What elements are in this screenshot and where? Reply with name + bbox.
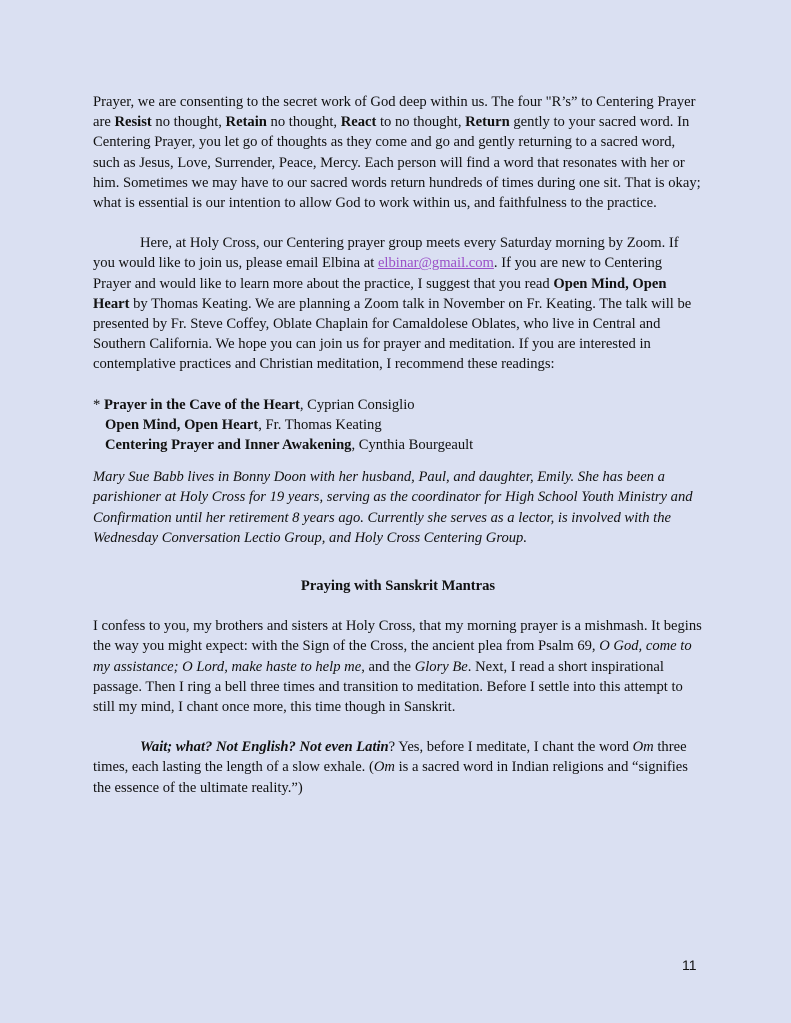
resist-term: Resist xyxy=(114,114,152,131)
retain-term: Retain xyxy=(225,114,267,131)
reading-item: Open Mind, Open Heart, Fr. Thomas Keating xyxy=(105,416,382,433)
sanskrit-paragraph-2: Wait; what? Not English? Not even Latin? Yes, before I meditate, I chant the word Om three times, each lasting the length of a slow exhale. (Om is a sacred word in Indian religions and “signifies the essence of the ultimate reality.”) xyxy=(93,739,688,796)
author-bio: Mary Sue Babb lives in Bonny Doon with her husband, Paul, and daughter, Emily. She has been a parishioner at Holy Cross for 19 years, serving as the coordinator for High School Youth Ministry and Confirmation until her retirement 8 years ago. Currently she serves as a lector, is involved with the Wednesday Conversation Lectio Group, and Holy Cross Centering Group. xyxy=(93,469,693,546)
holy-cross-group-paragraph: Here, at Holy Cross, our Centering prayer group meets every Saturday morning by Zoom. If you would like to join us, please email Elbina at elbinar@gmail.com. If you are new to Centering Prayer and would like to learn more about the practice, I suggest that you read Open Mind, Open Heart by Thomas Keating. We are planning a Zoom talk in November on Fr. Keating. The talk will be presented by Fr. Steve Coffey, Oblate Chaplain for Camaldolese Oblates, who live in Central and Southern California. We hope you can join us for prayer and meditation. If you are interested in contemplative practices and Christian meditation, I recommend these readings: xyxy=(93,235,692,373)
page-content xyxy=(93,92,703,798)
article-title: Praying with Sanskrit Mantras xyxy=(300,578,496,595)
react-term: React xyxy=(340,114,377,131)
book-title: Open Mind, Open Heart xyxy=(93,275,667,312)
page-number: 11 xyxy=(682,957,697,973)
readings-list xyxy=(93,395,703,456)
centering-prayer-paragraph: Prayer, we are consenting to the secret work of God deep within us. The four "R’s” to Centering Prayer are Resist no thought, Retain no thought, React to no thought, Return gently to your sacred word. In Centering Prayer, you let go of thoughts as they come and go and gently returning to a sacred word, such as Jesus, Love, Surrender, Peace, Mercy. Each person will find a word that resonates with her or him. Sometimes we may have to our sacred words return hundreds of times during one sit. That is okay; what is essential is our intention to allow God to work within us, and faithfulness to the practice. xyxy=(93,94,701,212)
reading-item: Centering Prayer and Inner Awakening, Cynthia Bourgeault xyxy=(105,437,474,454)
email-link[interactable]: elbinar@gmail.com xyxy=(377,255,494,272)
reading-item: * Prayer in the Cave of the Heart, Cyprian Consiglio xyxy=(93,396,415,413)
return-term: Return xyxy=(465,114,510,131)
sanskrit-paragraph-1: I confess to you, my brothers and sisters at Holy Cross, that my morning prayer is a mishmash. It begins the way you might expect: with the Sign of the Cross, the ancient plea from Psalm 69, O God, come to my assistance; O Lord, make haste to help me, and the Glory Be. Next, I read a short inspirational passage. Then I ring a bell three times and transition to meditation. Before I settle into this attempt to still my mind, I chant once more, this time though in Sanskrit. xyxy=(93,618,702,716)
